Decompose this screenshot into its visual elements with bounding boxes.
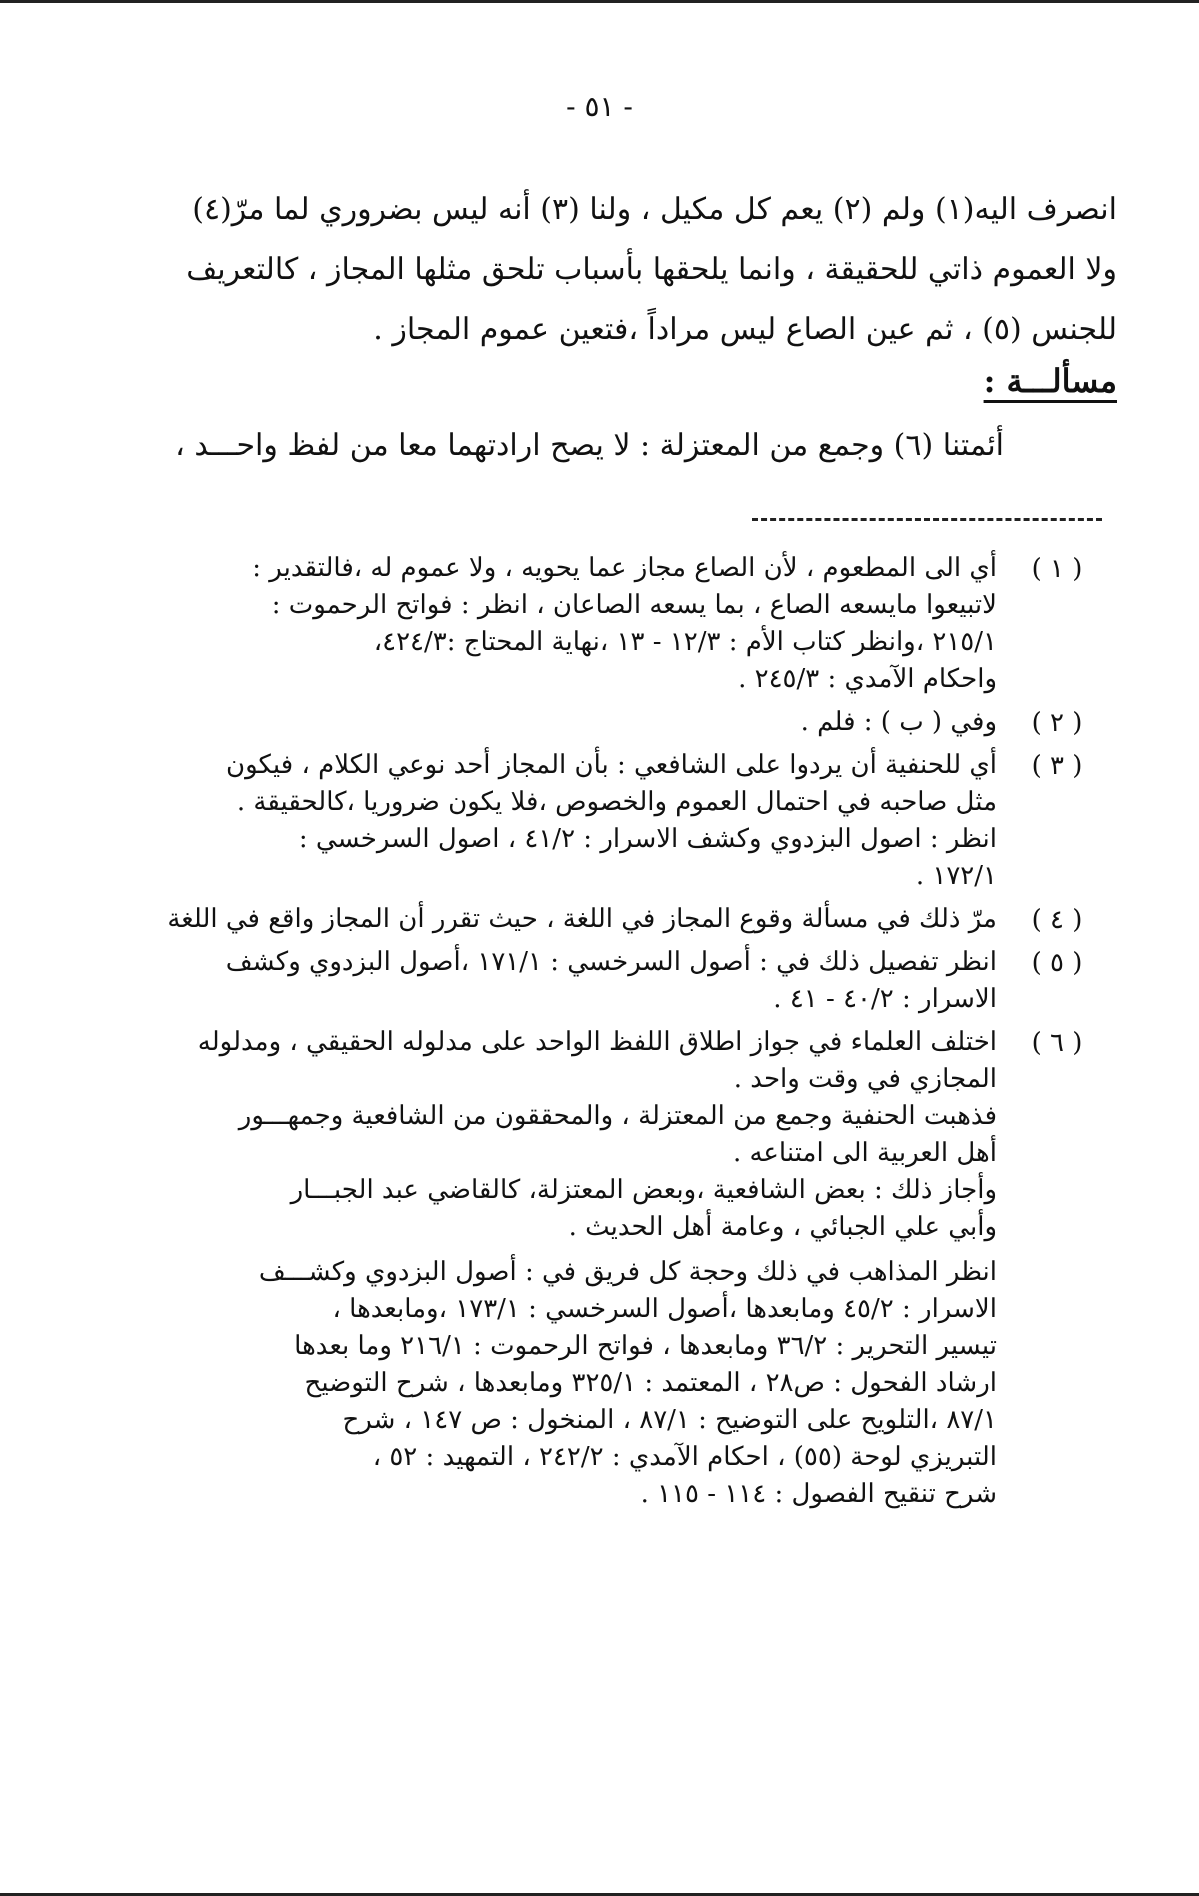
page-number: - ٥١ - [566,90,633,123]
footnote-line: ١٧٢/١ . [915,861,997,891]
footnote-line: ٨٧/١ ،التلويح على التوضيح : ٨٧/١ ، المنخول : ص ١٤٧ ، شرح [342,1405,997,1435]
footnote-line: أي الى المطعوم ، لأن الصاع مجاز عما يحويه ، ولا عموم له ،فالتقدير : [252,553,997,583]
paragraph-gap [77,1246,997,1254]
footnote-line: اختلف العلماء في جواز اطلاق اللفظ الواحد على مدلوله الحقيقي ، ومدلوله [197,1027,997,1057]
footnote-line: الاسرار : ٤٥/٢ ومابعدها ،أصول السرخسي : ١٧٣/١ ،ومابعدها ، [332,1294,997,1324]
footnotes [77,550,1117,1519]
footnote-separator [752,518,1102,521]
footnote-line: واحكام الآمدي : ٢٤٥/٣ . [738,664,997,694]
footnote-line: وفي ( ب ) : فلم . [800,707,997,737]
intro-line-2: ولا العموم ذاتي للحقيقة ، وانما يلحقها بأسباب تلحق مثلها المجاز ، كالتعريف [186,252,1117,287]
footnote-line: شرح تنقيح الفصول : ١١٤ - ١١٥ . [640,1479,997,1509]
footnote-6 [77,1024,1117,1513]
footnote-number: ( ٦ ) [1031,1028,1083,1058]
footnote-number: ( ٥ ) [1031,948,1083,978]
footnote-line: انظر تفصيل ذلك في : أصول السرخسي : ١٧١/١ ،أصول البزدوي وكشف [225,947,997,977]
footnote-number: ( ٢ ) [1031,708,1083,738]
footnote-5 [77,944,1117,1018]
footnote-line: أي للحنفية أن يردوا على الشافعي : بأن المجاز أحد نوعي الكلام ، فيكون [226,750,997,780]
footnote-line: مثل صاحبه في احتمال العموم والخصوص ،فلا يكون ضروريا ،كالحقيقة . [236,787,997,817]
scan-edge-top [0,0,1199,3]
footnote-line: التبريزي لوحة (٥٥) ، احكام الآمدي : ٢٤٢/٢ ، التمهيد : ٥٢ ، [372,1442,997,1472]
footnote-line: انظر المذاهب في ذلك وحجة كل فريق في : أصول البزدوي وكشـــف [258,1257,997,1287]
footnote-number: ( ١ ) [1031,554,1083,584]
footnote-line: الاسرار : ٤٠/٢ - ٤١ . [773,984,997,1014]
footnote-line: ٢١٥/١ ،وانظر كتاب الأم : ١٢/٣ - ١٣ ،نهاية المحتاج :٤٢٤/٣، [373,627,997,657]
section-heading: مسألـــة : [983,362,1117,400]
footnote-4 [77,901,1117,938]
footnote-line: تيسير التحرير : ٣٦/٢ ومابعدها ، فواتح الرحموت : ٢١٦/١ وما بعدها [294,1331,997,1361]
footnote-line: المجازي في وقت واحد . [733,1064,997,1094]
footnote-line: وأبي علي الجبائي ، وعامة أهل الحديث . [568,1212,997,1242]
footnote-2 [77,704,1117,741]
footnote-1 [77,550,1117,698]
footnote-line: مرّ ذلك في مسألة وقوع المجاز في اللغة ، حيث تقرر أن المجاز واقع في اللغة [167,904,997,934]
footnote-line: ارشاد الفحول : ص٢٨ ، المعتمد : ٣٢٥/١ ومابعدها ، شرح التوضيح [304,1368,997,1398]
footnote-line: فذهبت الحنفية وجمع من المعتزلة ، والمحققون من الشافعية وجمهـــور [238,1101,997,1131]
intro-line-3: للجنس (٥) ، ثم عين الصاع ليس مراداً ،فتعين عموم المجاز . [373,312,1117,347]
footnote-3 [77,747,1117,895]
footnote-line: وأجاز ذلك : بعض الشافعية ،وبعض المعتزلة، كالقاضي عبد الجبـــار [290,1175,997,1205]
footnote-line: انظر : اصول البزدوي وكشف الاسرار : ٤١/٢ ، اصول السرخسي : [298,824,997,854]
footnote-number: ( ٤ ) [1031,905,1083,935]
section-sentence: أئمتنا (٦) وجمع من المعتزلة : لا يصح ارادتهما معا من لفظ واحـــد ، [175,428,1004,463]
intro-line-1: انصرف اليه(١) ولم (٢) يعم كل مكيل ، ولنا (٣) أنه ليس بضروري لما مرّ(٤) [192,192,1117,227]
footnote-line: لاتبيعوا مايسعه الصاع ، بما يسعه الصاعان ، انظر : فواتح الرحموت : [271,590,997,620]
footnote-number: ( ٣ ) [1031,751,1083,781]
footnote-line: أهل العربية الى امتناعه . [732,1138,997,1168]
